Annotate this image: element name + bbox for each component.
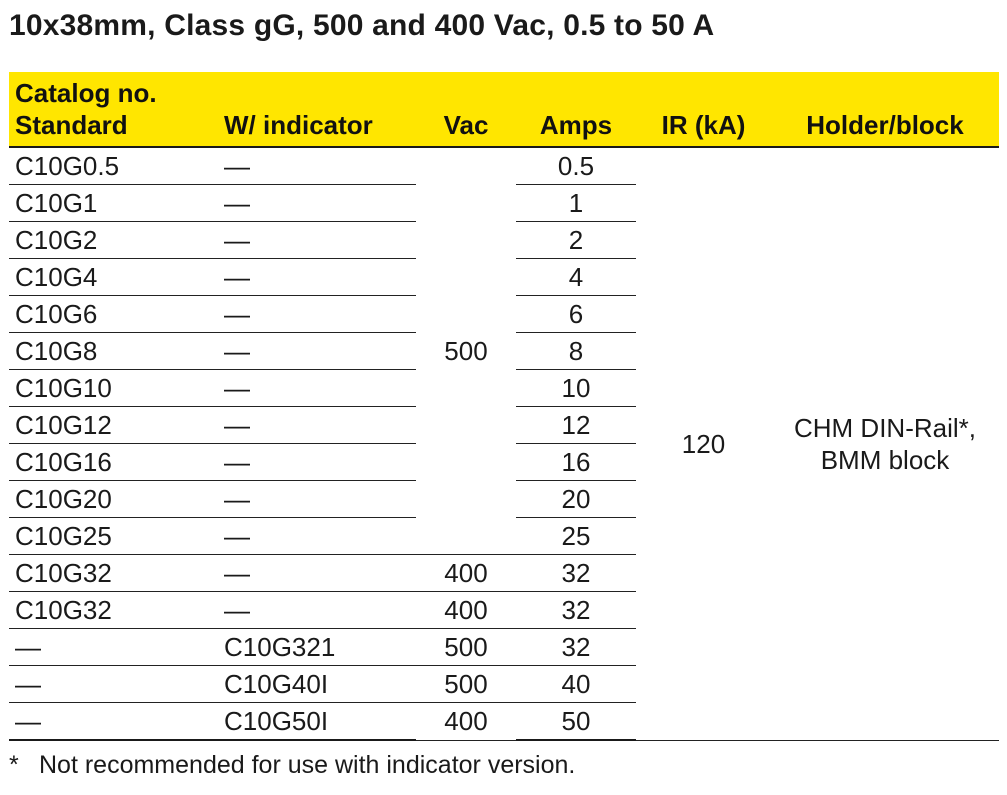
cell-vac: 500 <box>416 666 516 703</box>
cell-amps: 40 <box>516 666 636 703</box>
cell-amps: 1 <box>516 185 636 222</box>
cell-amps: 50 <box>516 703 636 741</box>
cell-amps: 32 <box>516 555 636 592</box>
cell-indicator: — <box>215 147 416 185</box>
cell-standard: — <box>9 703 215 741</box>
cell-standard: C10G25 <box>9 518 215 555</box>
column-header-indicator: W/ indicator <box>215 108 416 147</box>
cell-holder-merged: CHM DIN-Rail*, BMM block <box>771 147 999 740</box>
cell-indicator: — <box>215 481 416 518</box>
cell-indicator: C10G50I <box>215 703 416 741</box>
cell-vac: 400 <box>416 592 516 629</box>
cell-standard: — <box>9 629 215 666</box>
cell-amps: 25 <box>516 518 636 555</box>
cell-standard: C10G10 <box>9 370 215 407</box>
cell-amps: 0.5 <box>516 147 636 185</box>
cell-indicator: — <box>215 592 416 629</box>
column-header-vac: Vac <box>416 108 516 147</box>
cell-amps: 6 <box>516 296 636 333</box>
footnote-text: Not recommended for use with indicator version. <box>39 751 576 779</box>
cell-vac-merged: 500 <box>416 147 516 555</box>
column-header-ir: IR (kA) <box>636 108 771 147</box>
cell-indicator: — <box>215 555 416 592</box>
page-title: 10x38mm, Class gG, 500 and 400 Vac, 0.5 to 50 A <box>9 9 715 42</box>
cell-standard: — <box>9 666 215 703</box>
footnote-mark: * <box>9 751 19 779</box>
cell-amps: 10 <box>516 370 636 407</box>
table-group-header-row <box>9 72 999 108</box>
cell-vac: 400 <box>416 703 516 741</box>
cell-standard: C10G8 <box>9 333 215 370</box>
cell-amps: 4 <box>516 259 636 296</box>
cell-standard: C10G32 <box>9 592 215 629</box>
cell-indicator: — <box>215 518 416 555</box>
cell-standard: C10G4 <box>9 259 215 296</box>
cell-standard: C10G16 <box>9 444 215 481</box>
cell-amps: 2 <box>516 222 636 259</box>
cell-amps: 32 <box>516 629 636 666</box>
cell-ir-merged: 120 <box>636 147 771 740</box>
cell-vac: 500 <box>416 629 516 666</box>
table-row <box>9 147 999 185</box>
cell-indicator: — <box>215 444 416 481</box>
cell-indicator: — <box>215 407 416 444</box>
column-header-holder: Holder/block <box>771 108 999 147</box>
column-header-standard: Standard <box>9 108 215 147</box>
cell-indicator: C10G321 <box>215 629 416 666</box>
cell-standard: C10G32 <box>9 555 215 592</box>
cell-standard: C10G20 <box>9 481 215 518</box>
cell-amps: 8 <box>516 333 636 370</box>
cell-amps: 20 <box>516 481 636 518</box>
fuse-spec-table <box>9 72 999 741</box>
cell-standard: C10G6 <box>9 296 215 333</box>
catalog-no-header: Catalog no. <box>9 72 999 108</box>
cell-amps: 32 <box>516 592 636 629</box>
column-header-amps: Amps <box>516 108 636 147</box>
cell-indicator: — <box>215 222 416 259</box>
cell-standard: C10G1 <box>9 185 215 222</box>
cell-indicator: C10G40I <box>215 666 416 703</box>
table-column-header-row <box>9 108 999 147</box>
cell-indicator: — <box>215 296 416 333</box>
cell-standard: C10G12 <box>9 407 215 444</box>
cell-standard: C10G2 <box>9 222 215 259</box>
cell-indicator: — <box>215 185 416 222</box>
cell-amps: 16 <box>516 444 636 481</box>
footnote <box>9 748 575 782</box>
cell-indicator: — <box>215 259 416 296</box>
cell-standard: C10G0.5 <box>9 147 215 185</box>
cell-amps: 12 <box>516 407 636 444</box>
cell-vac: 400 <box>416 555 516 592</box>
cell-indicator: — <box>215 333 416 370</box>
cell-indicator: — <box>215 370 416 407</box>
